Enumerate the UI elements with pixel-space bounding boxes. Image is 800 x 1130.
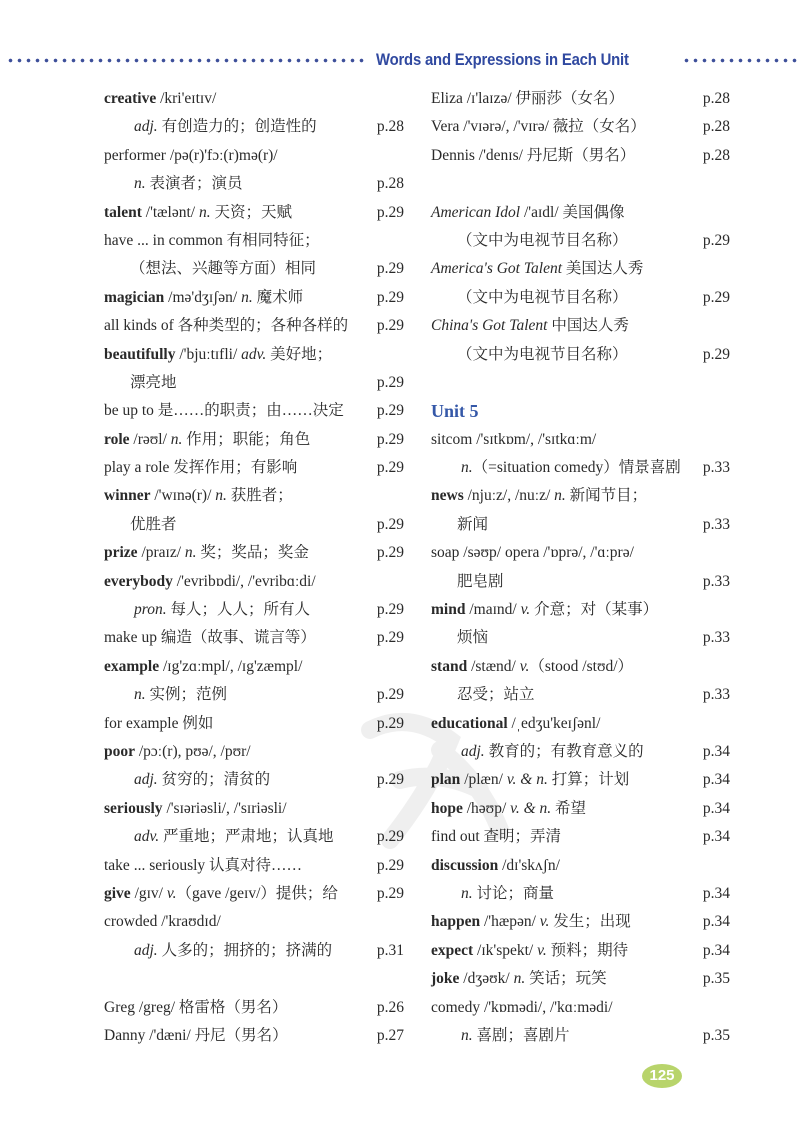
- vocabulary-entry: [431, 312, 730, 340]
- vocabulary-entry: [431, 908, 730, 936]
- headword: seriously: [104, 799, 163, 817]
- entry-continuation: [431, 624, 730, 652]
- vocabulary-entry: [431, 653, 730, 681]
- page-reference: p.29: [702, 288, 730, 306]
- entry-text: 奖；奖品；奖金: [196, 544, 309, 562]
- headword: expect: [431, 941, 474, 959]
- entry-text: /plæn/: [460, 771, 507, 789]
- vocabulary-entry: [431, 823, 730, 851]
- page-reference: p.29: [376, 714, 404, 732]
- entry-continuation: [104, 255, 404, 283]
- entry-text: Dennis /'denɪs/ 丹尼斯（男名）: [431, 146, 636, 164]
- entry-continuation: [431, 681, 730, 709]
- entry-text: Greg /greg/ 格雷格（男名）: [104, 998, 288, 1016]
- part-of-speech: n.: [134, 175, 146, 193]
- headword: plan: [431, 771, 461, 789]
- entry-text: 预料；期待: [546, 941, 629, 959]
- page-reference: p.34: [702, 771, 730, 789]
- entry-text: 贫穷的；清贫的: [157, 771, 271, 789]
- vocabulary-entry: [431, 994, 730, 1022]
- entry-continuation: [431, 738, 730, 766]
- entry-text: 忍受；站立: [457, 686, 535, 704]
- vocabulary-entry: [104, 426, 404, 454]
- entry-text: play a role 发挥作用；有影响: [104, 459, 298, 477]
- part-of-speech: n.: [513, 970, 526, 988]
- entry-continuation: [431, 227, 730, 255]
- page-reference: p.28: [376, 175, 404, 193]
- entry-text: soap /səʊp/ opera /'ɒprə/, /'ɑːprə/: [431, 544, 634, 562]
- part-of-speech: v.: [539, 913, 550, 931]
- page-reference: p.29: [376, 260, 404, 278]
- vocabulary-entry: [104, 539, 404, 567]
- entry-text: 烦恼: [457, 629, 489, 647]
- page-reference: p.34: [702, 742, 730, 760]
- entry-text: /'sɪəriəsli/, /'sɪriəsli/: [162, 799, 287, 817]
- entry-text: 实例；范例: [145, 686, 228, 704]
- entry-text: 优胜者: [130, 515, 177, 533]
- entry-text: 美国达人秀: [562, 260, 644, 278]
- entry-text: /'hæpən/: [480, 913, 540, 931]
- part-of-speech: n.: [461, 459, 473, 477]
- entry-text: Vera /'vɪərə/, /'vɪrə/ 薇拉（女名）: [431, 118, 646, 136]
- page-reference: p.29: [376, 828, 404, 846]
- part-of-speech: adj.: [134, 941, 158, 959]
- entry-text: crowded /'kraʊdɪd/: [104, 913, 221, 931]
- entry-text: 魔术师: [252, 288, 304, 306]
- entry-text: 介意；对（某事）: [530, 601, 659, 619]
- page-reference: p.28: [702, 90, 730, 107]
- vocabulary-entry: [104, 312, 404, 340]
- headword: mind: [431, 601, 466, 619]
- entry-text: /maɪnd/: [465, 601, 521, 619]
- entry-text: /'bjuːtɪfli/: [175, 345, 242, 363]
- part-of-speech: adv.: [134, 828, 160, 846]
- entry-text: /stænd/: [467, 657, 520, 675]
- entry-text: 获胜者；: [226, 487, 293, 505]
- entry-text: （gave /geɪv/）提供；给: [176, 884, 338, 902]
- vocabulary-entry: [431, 710, 730, 738]
- entry-text: 每人；人人；所有人: [166, 601, 310, 619]
- vocabulary-entry: [104, 710, 404, 738]
- page-reference: p.29: [376, 686, 404, 704]
- page-reference: p.34: [702, 941, 730, 959]
- page-reference: p.26: [376, 998, 404, 1016]
- headword: winner: [104, 487, 151, 505]
- page-reference: p.29: [376, 203, 404, 221]
- entry-text: 美好地；: [266, 345, 333, 363]
- entry-text: /njuːz/, /nuːz/: [463, 487, 555, 505]
- page-reference: p.28: [702, 146, 730, 164]
- dotted-rule-right: [682, 58, 800, 63]
- entry-text: /rəʊl/: [129, 430, 171, 448]
- entry-text: （=situation comedy）情景喜剧: [472, 459, 681, 477]
- entry-text: /ˌedʒu'keɪʃənl/: [507, 714, 601, 732]
- page-reference: p.33: [702, 459, 730, 477]
- headword: stand: [431, 657, 468, 675]
- page-reference: p.31: [376, 941, 404, 959]
- part-of-speech: v.: [537, 941, 547, 959]
- entry-continuation: [104, 113, 404, 141]
- vocabulary-entry: [104, 199, 404, 227]
- entry-text: （文中为电视节目名称）: [457, 231, 628, 249]
- headword: role: [104, 430, 130, 448]
- entry-text: 表演者；演员: [145, 175, 243, 193]
- part-of-speech: adj.: [461, 742, 485, 760]
- entry-text: （文中为电视节目名称）: [457, 288, 628, 306]
- entry-text: 作用；职能；角色: [182, 430, 311, 448]
- headword: discussion: [431, 856, 499, 874]
- entry-text: /ɪk'spekt/: [473, 941, 538, 959]
- entry-text: /dɪ'skʌʃn/: [498, 856, 560, 874]
- page-reference: p.29: [376, 601, 404, 619]
- entry-text: Eliza /ɪ'laɪzə/ 伊丽莎（女名）: [431, 90, 625, 107]
- entry-text: make up 编造（故事、谎言等）: [104, 629, 316, 647]
- vocabulary-entry: [104, 482, 404, 510]
- vocabulary-entry: [431, 795, 730, 823]
- entry-continuation: [104, 369, 404, 397]
- page-reference: p.33: [702, 515, 730, 533]
- vocabulary-entry: [431, 142, 730, 170]
- entry-text: 希望: [551, 799, 587, 817]
- entry-text: /mə'dʒɪʃən/: [164, 288, 242, 306]
- entry-text: /pɔː(r), pʊə/, /pʊr/: [135, 742, 251, 760]
- page-reference: p.29: [376, 430, 404, 448]
- page-reference: p.35: [702, 1026, 730, 1044]
- entry-text: take ... seriously 认真对待……: [104, 856, 303, 874]
- page-reference: p.28: [702, 118, 730, 136]
- entry-text: Danny /'dæni/ 丹尼（男名）: [104, 1026, 288, 1044]
- part-of-speech: n.: [170, 430, 183, 448]
- page-reference: p.29: [376, 288, 404, 306]
- part-of-speech: v. & n.: [506, 771, 548, 789]
- vocabulary-entry: [104, 85, 404, 113]
- page-reference: p.29: [376, 515, 404, 533]
- entry-continuation: [104, 823, 404, 851]
- vocabulary-entry: [431, 255, 730, 283]
- vocabulary-entry: [431, 199, 730, 227]
- headword: joke: [431, 970, 460, 988]
- entry-continuation: [431, 454, 730, 482]
- page-reference: p.33: [702, 572, 730, 590]
- part-of-speech: v.: [519, 657, 530, 675]
- entry-text: for example 例如: [104, 714, 214, 732]
- vocabulary-entry: [104, 738, 404, 766]
- headword: happen: [431, 913, 481, 931]
- vocabulary-entry: [431, 113, 730, 141]
- part-of-speech: n.: [461, 1026, 473, 1044]
- spacer: [431, 369, 730, 397]
- page-reference: p.33: [702, 686, 730, 704]
- headword: creative: [104, 90, 157, 107]
- entry-text: /praɪz/: [137, 544, 185, 562]
- entry-text: /'evribɒdi/, /'evribɑːdi/: [172, 572, 316, 590]
- vocabulary-entry: [431, 766, 730, 794]
- vocabulary-entry: [104, 142, 404, 170]
- page-reference: p.29: [376, 544, 404, 562]
- headword: talent: [104, 203, 142, 221]
- vocabulary-entry: [104, 994, 404, 1022]
- entry-continuation: [431, 284, 730, 312]
- entry-text: 讨论；商量: [472, 884, 555, 902]
- headword: everybody: [104, 572, 173, 590]
- entry-continuation: [431, 880, 730, 908]
- part-of-speech: adv.: [241, 345, 267, 363]
- entry-text: /gɪv/: [130, 884, 167, 902]
- vocabulary-entry: [431, 852, 730, 880]
- entry-text: （stood /stʊd/）: [529, 657, 634, 675]
- entry-text: 有创造力的；创造性的: [157, 118, 317, 136]
- page-reference: p.34: [702, 828, 730, 846]
- part-of-speech: n.: [461, 884, 473, 902]
- entry-text: 教育的；有教育意义的: [484, 742, 644, 760]
- vocabulary-entry: [104, 1022, 404, 1050]
- part-of-speech: n.: [241, 288, 253, 306]
- page-reference: p.29: [702, 345, 730, 363]
- vocabulary-entry: [431, 85, 730, 113]
- part-of-speech: n.: [198, 203, 211, 221]
- headword: prize: [104, 544, 138, 562]
- entry-text: 中国达人秀: [547, 317, 629, 335]
- vocabulary-entry: [104, 908, 404, 936]
- vocabulary-entry: [104, 397, 404, 425]
- page-reference: p.29: [702, 231, 730, 249]
- entry-text: /həʊp/: [462, 799, 511, 817]
- vocabulary-entry: [104, 284, 404, 312]
- entry-text: /kri'eɪtɪv/: [156, 90, 217, 107]
- part-of-speech: n.: [215, 487, 227, 505]
- part-of-speech: n.: [554, 487, 566, 505]
- vocabulary-entry: [104, 852, 404, 880]
- part-of-speech: v.: [520, 601, 531, 619]
- vocabulary-entry: [104, 653, 404, 681]
- spacer: [431, 170, 730, 198]
- entry-continuation: [431, 568, 730, 596]
- headword: hope: [431, 799, 463, 817]
- part-of-speech: n.: [184, 544, 197, 562]
- entry-text: 人多的；拥挤的；挤满的: [157, 941, 333, 959]
- entry-text: 新闻节目；: [565, 487, 648, 505]
- page-reference: p.29: [376, 402, 404, 420]
- part-of-speech: v.: [166, 884, 177, 902]
- page-reference: p.34: [702, 884, 730, 902]
- part-of-speech: America's Got Talent: [431, 260, 563, 278]
- entry-text: all kinds of 各种类型的；各种各样的: [104, 317, 349, 335]
- part-of-speech: China's Got Talent: [431, 317, 548, 335]
- page-reference: p.29: [376, 459, 404, 477]
- headword: educational: [431, 714, 508, 732]
- entry-text: performer /pə(r)'fɔː(r)mə(r)/: [104, 146, 278, 164]
- part-of-speech: v. & n.: [510, 799, 552, 817]
- page-reference: p.34: [702, 799, 730, 817]
- entry-continuation: [431, 1022, 730, 1050]
- entry-text: 严重地；严肃地；认真地: [159, 828, 334, 846]
- headword: news: [431, 487, 464, 505]
- entry-text: have ... in common 有相同特征；: [104, 231, 320, 249]
- entry-text: be up to 是……的职责；由……决定: [104, 402, 344, 420]
- headword: give: [104, 884, 131, 902]
- entry-text: （想法、兴趣等方面）相同: [130, 260, 317, 278]
- entry-continuation: [104, 681, 404, 709]
- entry-continuation: [104, 937, 404, 965]
- entry-text: 漂亮地: [130, 373, 177, 391]
- entry-text: /'wɪnə(r)/: [150, 487, 216, 505]
- entry-text: 打算；计划: [547, 771, 630, 789]
- left-column: [104, 85, 404, 1050]
- vocabulary-entry: [104, 624, 404, 652]
- spacer: [104, 965, 404, 993]
- vocabulary-entry: [431, 426, 730, 454]
- entry-continuation: [104, 766, 404, 794]
- part-of-speech: n.: [134, 686, 146, 704]
- page-reference: p.27: [376, 1026, 404, 1044]
- entry-text: 喜剧；喜剧片: [472, 1026, 570, 1044]
- vocabulary-entry: [104, 454, 404, 482]
- part-of-speech: pron.: [134, 601, 167, 619]
- vocabulary-entry: [104, 795, 404, 823]
- entry-text: /ɪg'zɑːmpl/, /ɪg'zæmpl/: [159, 657, 303, 675]
- entry-text: comedy /'kɒmədi/, /'kɑːmədi/: [431, 998, 613, 1016]
- part-of-speech: adj.: [134, 118, 158, 136]
- headword: example: [104, 657, 160, 675]
- entry-text: 发生；出现: [549, 913, 631, 931]
- entry-text: 新闻: [457, 515, 489, 533]
- entry-continuation: [431, 511, 730, 539]
- vocabulary-entry: [104, 568, 404, 596]
- page-reference: p.29: [376, 317, 404, 335]
- page-reference: p.35: [702, 970, 730, 988]
- vocabulary-entry: [431, 482, 730, 510]
- page-reference: p.29: [376, 771, 404, 789]
- page-reference: p.28: [376, 118, 404, 136]
- entry-text: （文中为电视节目名称）: [457, 345, 628, 363]
- page-number-badge: 125: [642, 1064, 682, 1088]
- entry-text: 天资；天赋: [210, 203, 292, 221]
- entry-continuation: [104, 596, 404, 624]
- entry-text: /dʒəʊk/: [459, 970, 514, 988]
- vocabulary-entry: [104, 341, 404, 369]
- header-title: Words and Expressions in Each Unit: [376, 51, 629, 69]
- vocabulary-entry: [104, 880, 404, 908]
- entry-text: find out 查明；弄清: [431, 828, 562, 846]
- entry-text: /'tælənt/: [141, 203, 199, 221]
- entry-text: /'aɪdl/ 美国偶像: [520, 203, 625, 221]
- page-reference: p.29: [376, 373, 404, 391]
- unit-heading: Unit 5: [431, 401, 479, 422]
- vocabulary-entry: [431, 937, 730, 965]
- headword: magician: [104, 288, 165, 306]
- entry-continuation: [104, 511, 404, 539]
- part-of-speech: American Idol: [431, 203, 521, 221]
- entry-text: sitcom /'sɪtkɒm/, /'sɪtkɑːm/: [431, 430, 597, 448]
- page-reference: p.34: [702, 913, 730, 931]
- dotted-rule-left: [6, 58, 368, 63]
- page-reference: p.33: [702, 629, 730, 647]
- right-column: [431, 85, 730, 1050]
- headword: poor: [104, 742, 135, 760]
- part-of-speech: adj.: [134, 771, 158, 789]
- vocabulary-entry: [431, 539, 730, 567]
- entry-text: 肥皂剧: [457, 572, 504, 590]
- headword: beautifully: [104, 345, 176, 363]
- vocabulary-entry: [431, 596, 730, 624]
- page-reference: p.29: [376, 856, 404, 874]
- entry-text: 笑话；玩笑: [525, 970, 607, 988]
- running-header: [0, 48, 800, 72]
- vocabulary-entry: [104, 227, 404, 255]
- entry-continuation: [431, 341, 730, 369]
- entry-continuation: [104, 170, 404, 198]
- page-reference: p.29: [376, 884, 404, 902]
- vocabulary-entry: [431, 965, 730, 993]
- page-reference: p.29: [376, 629, 404, 647]
